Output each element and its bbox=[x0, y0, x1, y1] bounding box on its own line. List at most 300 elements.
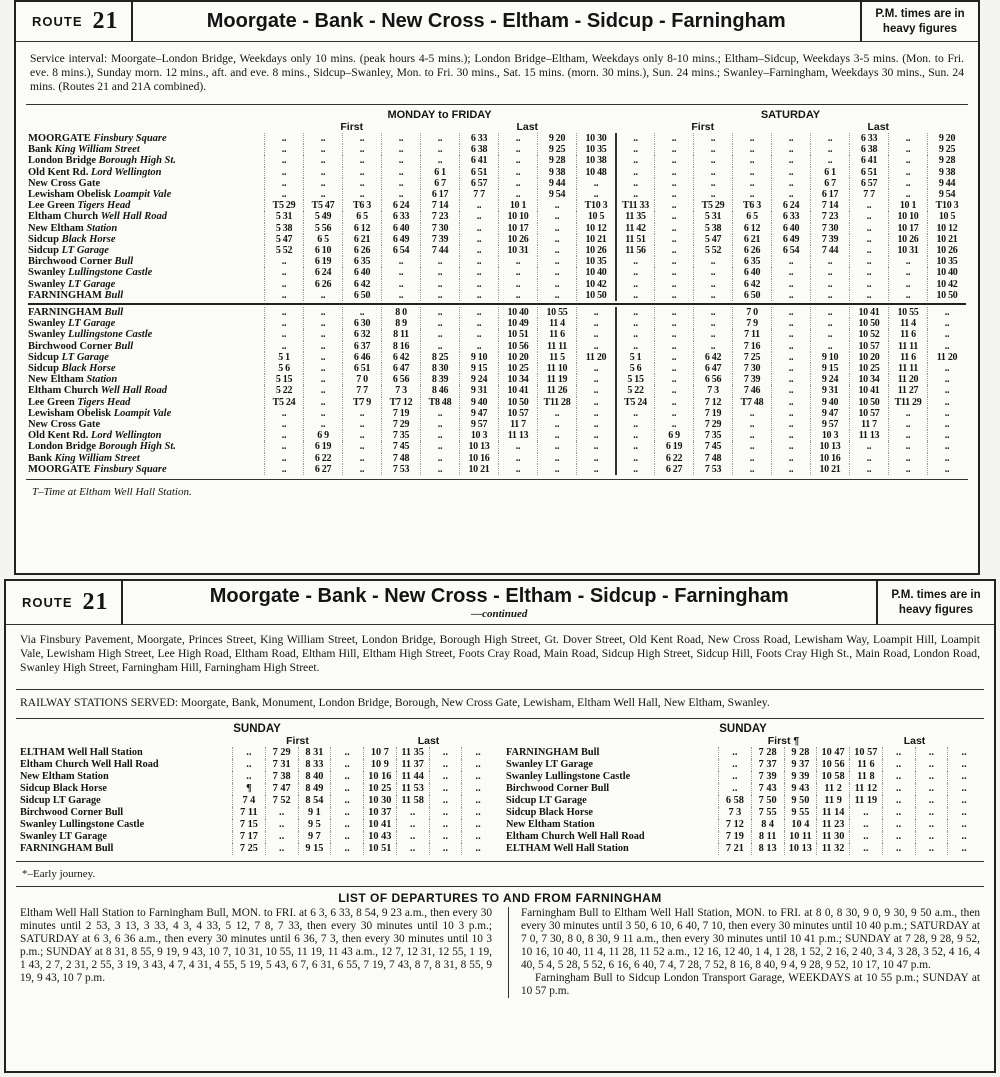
time-cell: 11 35 bbox=[396, 747, 429, 759]
time-cell: .. bbox=[342, 430, 381, 441]
time-cell: 7 47 bbox=[265, 783, 298, 795]
stop-name bbox=[28, 155, 264, 166]
time-cell: .. bbox=[615, 133, 654, 144]
stop-detail: Finsbury Square bbox=[93, 133, 167, 144]
stop-detail: Bull bbox=[104, 289, 124, 301]
time-cell: .. bbox=[718, 771, 751, 783]
time-cell: 7 4 bbox=[232, 795, 265, 807]
time-cell: .. bbox=[771, 430, 810, 441]
time-cell: 9 5 bbox=[298, 819, 331, 831]
time-cell: .. bbox=[264, 419, 303, 430]
time-cell: .. bbox=[429, 831, 462, 843]
stop-name bbox=[28, 223, 264, 234]
time-cell: .. bbox=[654, 155, 693, 166]
time-cell: 6 21 bbox=[732, 234, 771, 245]
time-cell: .. bbox=[771, 341, 810, 352]
time-cell: .. bbox=[882, 819, 915, 831]
stop-main: Sidcup bbox=[28, 363, 59, 375]
time-cell: 10 16 bbox=[459, 453, 498, 464]
time-cell: 10 16 bbox=[363, 771, 396, 783]
stop-name: New Eltham Station bbox=[506, 819, 595, 830]
time-cell: .. bbox=[732, 419, 771, 430]
time-cell: .. bbox=[396, 843, 429, 855]
time-cell: .. bbox=[264, 408, 303, 419]
time-cell: 10 34 bbox=[849, 374, 888, 385]
time-cell: 7 46 bbox=[732, 385, 771, 396]
time-cell: .. bbox=[732, 167, 771, 178]
time-cell: 8 25 bbox=[420, 352, 459, 363]
time-cell: .. bbox=[303, 178, 342, 189]
time-cell: 10 21 bbox=[810, 464, 849, 475]
stop-name bbox=[28, 464, 264, 475]
time-cell: .. bbox=[849, 267, 888, 278]
time-cell: .. bbox=[576, 363, 615, 374]
time-cell: .. bbox=[654, 318, 693, 329]
time-cell: 7 3 bbox=[381, 385, 420, 396]
stop-detail: Well Hall Road bbox=[100, 211, 168, 223]
route-word: ROUTE bbox=[32, 14, 83, 29]
time-cell: .. bbox=[264, 441, 303, 452]
time-cell: .. bbox=[654, 178, 693, 189]
time-cell: .. bbox=[693, 133, 732, 144]
time-cell: 9 47 bbox=[459, 408, 498, 419]
time-cell: 6 17 bbox=[420, 189, 459, 200]
time-cell: ¶ bbox=[232, 783, 265, 795]
time-cell: 10 57 bbox=[849, 341, 888, 352]
stop-main: Bank bbox=[28, 144, 52, 156]
time-cell: 6 41 bbox=[459, 155, 498, 166]
time-cell: .. bbox=[888, 189, 927, 200]
time-cell: .. bbox=[498, 441, 537, 452]
stop-main: Lewisham Obelisk bbox=[28, 407, 112, 419]
time-cell: 6 40 bbox=[732, 267, 771, 278]
time-cell: .. bbox=[342, 189, 381, 200]
time-cell: 7 48 bbox=[693, 453, 732, 464]
stop-detail: Tigers Head bbox=[77, 200, 131, 212]
time-cell: 11 20 bbox=[927, 352, 966, 363]
time-cell: .. bbox=[265, 807, 298, 819]
stop-name bbox=[28, 178, 264, 189]
time-cell: .. bbox=[654, 234, 693, 245]
time-cell: 11 4 bbox=[537, 318, 576, 329]
time-cell: .. bbox=[381, 178, 420, 189]
from-farningham-text: Farningham Bull to Eltham Well Hall Station, MON. to FRI. at 8 0, 8 30, 9 0, 9 30, 9 50 a.m., then every 30 minutes until 3 50, 6 10, 6 40, 7 10, then every 30 minutes until 10 40 p.m.; SATURDAY at 7 0, 7 30, 8 0, 8 30, 9 11 a.m., then every 30 minutes until 10 41 p.m.; SUNDAY at 7 28, 9 28, 9 52, 10 16, 10 40, 11 4, 11 28, 11 52 a.m., 12 16, 12 40, 1 4, 1 28, 1 52, 2 16, 2 40, 3 4, 3 28, 3 52, 4 16, 4 40, 5 4, 5 28, 5 52, 6 16, 6 40, 7 4, 7 28, 7 52, 8 16, 8 40, 9 4, 9 28, 9 52, 10 17, 10 47 p.m. bbox=[521, 907, 980, 971]
time-cell: 7 39 bbox=[732, 374, 771, 385]
time-cell: .. bbox=[264, 256, 303, 267]
time-cell: .. bbox=[693, 167, 732, 178]
time-cell: 10 52 bbox=[849, 329, 888, 340]
stop-main: MOORGATE bbox=[28, 133, 91, 144]
stop-main: Birchwood Corner bbox=[28, 340, 112, 352]
time-cell: .. bbox=[849, 245, 888, 256]
time-cell: 6 24 bbox=[771, 200, 810, 211]
time-cell: .. bbox=[693, 279, 732, 290]
first-last-header bbox=[16, 121, 978, 133]
time-cell: 7 53 bbox=[693, 464, 732, 475]
stop-name bbox=[28, 385, 264, 396]
time-cell: 11 8 bbox=[849, 771, 882, 783]
time-cell: 10 56 bbox=[816, 759, 849, 771]
time-cell: .. bbox=[718, 783, 751, 795]
time-cell: T11 28 bbox=[537, 397, 576, 408]
time-cell: 8 33 bbox=[298, 759, 331, 771]
time-cell: 10 57 bbox=[498, 408, 537, 419]
time-cell: .. bbox=[265, 831, 298, 843]
time-cell: .. bbox=[232, 759, 265, 771]
time-cell: .. bbox=[498, 464, 537, 475]
time-cell: 9 28 bbox=[537, 155, 576, 166]
stop-main: FARNINGHAM bbox=[28, 307, 102, 319]
time-cell: 9 10 bbox=[810, 352, 849, 363]
time-cell: .. bbox=[810, 144, 849, 155]
time-cell: .. bbox=[927, 385, 966, 396]
stop-main: Sidcup bbox=[28, 351, 59, 363]
time-cell: .. bbox=[771, 374, 810, 385]
time-cell: 11 11 bbox=[888, 363, 927, 374]
last-label: Last bbox=[867, 121, 890, 133]
time-cell: 5 38 bbox=[264, 223, 303, 234]
stop-main: Old Kent Rd. bbox=[28, 430, 89, 442]
time-cell: 11 53 bbox=[396, 783, 429, 795]
time-cell: .. bbox=[537, 419, 576, 430]
time-cell: 10 43 bbox=[363, 831, 396, 843]
time-cell: .. bbox=[654, 279, 693, 290]
time-cell: 8 9 bbox=[381, 318, 420, 329]
time-cell: 9 54 bbox=[537, 189, 576, 200]
stop-name: ELTHAM Well Hall Station bbox=[506, 843, 629, 854]
time-cell: 10 10 bbox=[498, 211, 537, 222]
early-note: *–Early journey. bbox=[22, 868, 96, 880]
stop-detail: King William Street bbox=[54, 144, 140, 156]
time-cell: 7 11 bbox=[232, 807, 265, 819]
time-cell: .. bbox=[264, 464, 303, 475]
time-cell: 5 38 bbox=[693, 223, 732, 234]
stop-name: Sidcup Black Horse bbox=[20, 783, 107, 794]
time-cell: .. bbox=[771, 307, 810, 318]
time-cell: .. bbox=[330, 831, 363, 843]
time-cell: .. bbox=[342, 441, 381, 452]
time-cell: .. bbox=[498, 155, 537, 166]
stop-detail: LT Garage bbox=[67, 318, 116, 330]
time-cell: .. bbox=[654, 189, 693, 200]
time-cell: .. bbox=[537, 267, 576, 278]
stop-name: New Eltham Station bbox=[20, 771, 109, 782]
time-cell: .. bbox=[771, 397, 810, 408]
time-cell: .. bbox=[654, 341, 693, 352]
stop-detail: Bull bbox=[114, 340, 134, 352]
route-label bbox=[6, 581, 123, 624]
stop-name bbox=[28, 408, 264, 419]
time-cell: .. bbox=[849, 441, 888, 452]
time-cell: .. bbox=[396, 831, 429, 843]
time-cell: .. bbox=[303, 155, 342, 166]
time-cell: 6 21 bbox=[342, 234, 381, 245]
time-cell: 5 31 bbox=[693, 211, 732, 222]
time-cell: .. bbox=[615, 144, 654, 155]
time-cell: .. bbox=[429, 807, 462, 819]
time-cell: 10 51 bbox=[363, 843, 396, 855]
time-cell: 8 49 bbox=[298, 783, 331, 795]
time-cell: .. bbox=[576, 385, 615, 396]
time-cell: .. bbox=[810, 267, 849, 278]
time-cell: 10 12 bbox=[927, 223, 966, 234]
stop-main: Eltham Church bbox=[28, 211, 99, 223]
time-cell: .. bbox=[420, 256, 459, 267]
time-cell: 6 19 bbox=[303, 441, 342, 452]
time-cell: .. bbox=[537, 234, 576, 245]
time-cell: .. bbox=[429, 771, 462, 783]
time-cell: 6 5 bbox=[303, 234, 342, 245]
time-cell: .. bbox=[265, 819, 298, 831]
time-cell: .. bbox=[342, 464, 381, 475]
time-cell: 6 33 bbox=[849, 133, 888, 144]
time-cell: .. bbox=[615, 341, 654, 352]
route-number: 21 bbox=[92, 8, 119, 34]
time-cell: 8 30 bbox=[420, 363, 459, 374]
time-cell: .. bbox=[342, 167, 381, 178]
time-cell: .. bbox=[459, 211, 498, 222]
time-cell: .. bbox=[330, 795, 363, 807]
stop-detail: Lullingstone Castle bbox=[67, 267, 153, 279]
time-cell: .. bbox=[888, 279, 927, 290]
time-cell: .. bbox=[732, 430, 771, 441]
time-cell: .. bbox=[498, 256, 537, 267]
stop-detail: Bull bbox=[114, 256, 134, 268]
time-cell: 8 4 bbox=[751, 819, 784, 831]
footnote-t: T–Time at Eltham Well Hall Station. bbox=[32, 486, 192, 499]
time-cell: .. bbox=[459, 200, 498, 211]
time-cell: 10 40 bbox=[498, 307, 537, 318]
departures-to-farningham: Eltham Well Hall Station to Farningham Bull, MON. to FRI. at 6 3, 6 33, 8 54, 9 23 a.m., then every 30 minutes until 2 53, 3 13, 3 33, 4 3, 4 33, 5 12, 7 8, 7 33, then every 30 minutes until 10 3 p.m.; SATURDAY at 6 3, 6 36 a.m., then every 30 minutes until 6 36, 7 3, then every 30 minutes until 10 3 p.m.; SUNDAY at 8 31, 8 55, 9 19, 9 43, 10 7, 10 31, 10 55, 11 19, 11 43 a.m., 12 7, 12 31, 12 55, 1 19, 1 43, 2 7, 2 31, 2 55, 3 19, 3 43, 4 7, 4 31, 4 55, 5 19, 5 43, 6 7, 6 31, 6 55, 7 19, 7 43, 8 7, 8 31, 8 55, 9 19, 9 43, 10 7 p.m. bbox=[20, 907, 492, 984]
time-cell: 6 33 bbox=[381, 211, 420, 222]
time-cell: 6 19 bbox=[654, 441, 693, 452]
time-cell: .. bbox=[459, 290, 498, 301]
time-cell: .. bbox=[888, 155, 927, 166]
time-cell: .. bbox=[576, 374, 615, 385]
time-cell: 10 40 bbox=[927, 267, 966, 278]
time-cell: 10 50 bbox=[927, 290, 966, 301]
time-cell: 11 32 bbox=[816, 843, 849, 855]
stop-main: New Eltham bbox=[28, 374, 84, 386]
time-cell: 10 35 bbox=[927, 256, 966, 267]
time-cell: .. bbox=[459, 267, 498, 278]
time-cell: .. bbox=[771, 256, 810, 267]
time-cell: .. bbox=[232, 747, 265, 759]
time-cell: .. bbox=[849, 290, 888, 301]
time-cell: .. bbox=[576, 178, 615, 189]
inbound-timetable bbox=[16, 307, 978, 475]
stop-name bbox=[28, 307, 264, 318]
time-cell: .. bbox=[615, 464, 654, 475]
route-title bbox=[123, 581, 877, 624]
time-cell: .. bbox=[537, 279, 576, 290]
time-cell: .. bbox=[693, 329, 732, 340]
time-cell: .. bbox=[718, 747, 751, 759]
time-cell: .. bbox=[849, 819, 882, 831]
stop-name bbox=[28, 430, 264, 441]
time-cell: 7 44 bbox=[420, 245, 459, 256]
time-cell: 7 15 bbox=[232, 819, 265, 831]
time-cell: 11 11 bbox=[537, 341, 576, 352]
time-cell: .. bbox=[615, 267, 654, 278]
time-cell: .. bbox=[342, 307, 381, 318]
time-cell: 10 3 bbox=[459, 430, 498, 441]
time-cell: .. bbox=[303, 363, 342, 374]
time-cell: .. bbox=[576, 329, 615, 340]
last-label: Last bbox=[417, 735, 440, 747]
time-cell: .. bbox=[732, 464, 771, 475]
stop-detail: Finsbury Square bbox=[93, 463, 167, 475]
time-cell: .. bbox=[303, 408, 342, 419]
time-cell: 9 54 bbox=[927, 189, 966, 200]
time-cell: .. bbox=[459, 245, 498, 256]
time-cell: .. bbox=[303, 144, 342, 155]
time-cell: .. bbox=[537, 441, 576, 452]
time-cell: 6 10 bbox=[303, 245, 342, 256]
route-number: 21 bbox=[82, 589, 109, 615]
time-cell: .. bbox=[429, 795, 462, 807]
time-cell: .. bbox=[615, 256, 654, 267]
time-cell: 7 53 bbox=[381, 464, 420, 475]
time-cell: 10 10 bbox=[888, 211, 927, 222]
time-cell: 8 46 bbox=[420, 385, 459, 396]
stop-main: London Bridge bbox=[28, 155, 96, 167]
time-cell: .. bbox=[303, 352, 342, 363]
time-cell: 6 22 bbox=[303, 453, 342, 464]
stop-main: Sidcup bbox=[28, 245, 59, 257]
time-cell: 6 1 bbox=[420, 167, 459, 178]
time-cell: .. bbox=[771, 267, 810, 278]
timetable-card-continued bbox=[4, 579, 996, 1073]
stop-main: Lee Green bbox=[28, 200, 75, 212]
time-cell: .. bbox=[576, 419, 615, 430]
time-cell: .. bbox=[771, 189, 810, 200]
time-cell: 7 23 bbox=[420, 211, 459, 222]
time-cell: 8 31 bbox=[298, 747, 331, 759]
time-cell: .. bbox=[771, 133, 810, 144]
stop-main: FARNINGHAM bbox=[28, 289, 102, 301]
time-cell: 5 15 bbox=[264, 374, 303, 385]
time-cell: .. bbox=[654, 307, 693, 318]
time-cell: 6 37 bbox=[342, 341, 381, 352]
time-cell: 7 39 bbox=[420, 234, 459, 245]
time-cell: .. bbox=[303, 133, 342, 144]
time-cell: .. bbox=[537, 200, 576, 211]
time-cell: .. bbox=[927, 374, 966, 385]
time-cell: .. bbox=[849, 279, 888, 290]
time-cell: 10 50 bbox=[849, 318, 888, 329]
time-cell: .. bbox=[264, 178, 303, 189]
time-cell: .. bbox=[264, 318, 303, 329]
time-cell: 10 50 bbox=[576, 290, 615, 301]
route-header bbox=[6, 581, 994, 625]
time-cell: .. bbox=[888, 290, 927, 301]
time-cell: 7 7 bbox=[342, 385, 381, 396]
time-cell: .. bbox=[927, 363, 966, 374]
time-cell: 6 49 bbox=[381, 234, 420, 245]
time-cell: .. bbox=[771, 279, 810, 290]
time-cell: 7 30 bbox=[732, 363, 771, 374]
time-cell: 11 42 bbox=[615, 223, 654, 234]
time-cell: .. bbox=[342, 408, 381, 419]
time-cell: .. bbox=[732, 189, 771, 200]
time-cell: .. bbox=[498, 267, 537, 278]
time-cell: 10 30 bbox=[576, 133, 615, 144]
time-cell: .. bbox=[947, 819, 980, 831]
time-cell: 11 6 bbox=[849, 759, 882, 771]
sunday-outbound bbox=[20, 723, 494, 855]
time-cell: 10 41 bbox=[849, 385, 888, 396]
time-cell: 8 13 bbox=[751, 843, 784, 855]
time-cell: .. bbox=[882, 843, 915, 855]
time-cell: 5 22 bbox=[615, 385, 654, 396]
time-cell: .. bbox=[888, 267, 927, 278]
time-cell: .. bbox=[303, 318, 342, 329]
time-cell: 9 47 bbox=[810, 408, 849, 419]
time-cell: 6 50 bbox=[732, 290, 771, 301]
time-cell: 10 57 bbox=[849, 408, 888, 419]
time-cell: 10 31 bbox=[888, 245, 927, 256]
time-cell: 11 26 bbox=[537, 385, 576, 396]
time-cell: 6 38 bbox=[849, 144, 888, 155]
time-cell: .. bbox=[303, 167, 342, 178]
time-cell: 6 30 bbox=[342, 318, 381, 329]
time-cell: T6 3 bbox=[732, 200, 771, 211]
stop-name bbox=[28, 245, 264, 256]
time-cell: .. bbox=[888, 167, 927, 178]
time-cell: T11 29 bbox=[888, 397, 927, 408]
time-cell: .. bbox=[537, 256, 576, 267]
time-cell: .. bbox=[420, 133, 459, 144]
stop-name bbox=[28, 329, 264, 340]
time-cell: .. bbox=[330, 783, 363, 795]
time-cell: 6 42 bbox=[732, 279, 771, 290]
time-cell: 6 5 bbox=[342, 211, 381, 222]
time-cell: .. bbox=[330, 819, 363, 831]
time-cell: .. bbox=[915, 819, 948, 831]
farningham-to-sidcup-text: Farningham Bull to Sidcup London Transport Garage, WEEKDAYS at 10 55 p.m.; SUNDAY at 10 57 p.m. bbox=[521, 972, 980, 997]
time-cell: .. bbox=[420, 441, 459, 452]
time-cell: 7 30 bbox=[810, 223, 849, 234]
time-cell: .. bbox=[429, 747, 462, 759]
time-cell: .. bbox=[381, 256, 420, 267]
time-cell: .. bbox=[915, 771, 948, 783]
time-cell: 11 12 bbox=[849, 783, 882, 795]
time-cell: 6 27 bbox=[654, 464, 693, 475]
time-cell: 9 24 bbox=[810, 374, 849, 385]
departures-list bbox=[6, 905, 994, 1000]
time-cell: 7 17 bbox=[232, 831, 265, 843]
time-cell: 10 41 bbox=[849, 307, 888, 318]
time-cell: .. bbox=[459, 256, 498, 267]
time-cell: .. bbox=[396, 819, 429, 831]
time-cell: 6 57 bbox=[849, 178, 888, 189]
time-cell: 10 11 bbox=[784, 831, 817, 843]
time-cell: 11 20 bbox=[888, 374, 927, 385]
time-cell: .. bbox=[615, 178, 654, 189]
stop-name: Sidcup LT Garage bbox=[506, 795, 587, 806]
first-label: First bbox=[691, 121, 715, 133]
time-cell: .. bbox=[947, 807, 980, 819]
time-cell: 6 42 bbox=[693, 352, 732, 363]
stop-name bbox=[28, 256, 264, 267]
stop-name bbox=[28, 363, 264, 374]
stop-name bbox=[28, 318, 264, 329]
time-cell: 11 35 bbox=[615, 211, 654, 222]
first-last-header bbox=[506, 735, 980, 747]
time-cell: .. bbox=[915, 783, 948, 795]
time-cell: .. bbox=[576, 341, 615, 352]
